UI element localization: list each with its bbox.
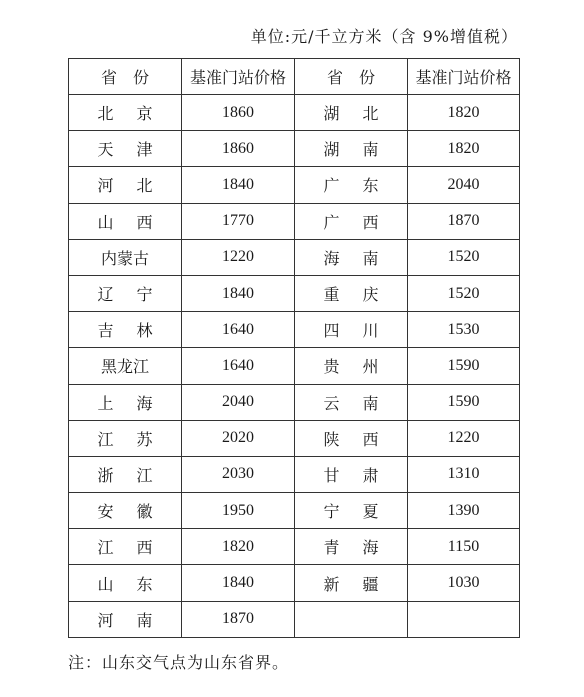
province-cell: 四 川 xyxy=(295,312,408,348)
province-cell: 山 西 xyxy=(69,203,182,239)
table-row xyxy=(69,384,520,420)
table-row xyxy=(69,348,520,384)
price-cell: 1390 xyxy=(408,493,520,529)
table-row xyxy=(69,456,520,492)
province-cell: 黑龙江 xyxy=(69,348,182,384)
price-table xyxy=(68,58,520,638)
price-cell xyxy=(408,601,520,637)
table-row xyxy=(69,601,520,637)
province-cell: 天 津 xyxy=(69,131,182,167)
price-cell: 1220 xyxy=(408,420,520,456)
province-cell: 浙 江 xyxy=(69,456,182,492)
price-cell: 1820 xyxy=(408,95,520,131)
price-cell: 1640 xyxy=(182,312,295,348)
header-province-1: 省 份 xyxy=(69,59,182,95)
price-cell: 2040 xyxy=(408,167,520,203)
table-row xyxy=(69,95,520,131)
price-cell: 1310 xyxy=(408,456,520,492)
price-cell: 1030 xyxy=(408,565,520,601)
table-row xyxy=(69,167,520,203)
province-cell: 吉 林 xyxy=(69,312,182,348)
price-cell: 1220 xyxy=(182,239,295,275)
province-cell: 宁 夏 xyxy=(295,493,408,529)
province-cell: 辽 宁 xyxy=(69,275,182,311)
table-header-row xyxy=(69,59,520,95)
table-row xyxy=(69,312,520,348)
price-cell: 1150 xyxy=(408,529,520,565)
header-province-2: 省 份 xyxy=(295,59,408,95)
price-cell: 1820 xyxy=(408,131,520,167)
price-cell: 1840 xyxy=(182,275,295,311)
table-row xyxy=(69,565,520,601)
price-cell: 1590 xyxy=(408,348,520,384)
price-cell: 1770 xyxy=(182,203,295,239)
table-row xyxy=(69,203,520,239)
province-cell: 湖 南 xyxy=(295,131,408,167)
header-price-1: 基准门站价格 xyxy=(182,59,295,95)
price-cell: 1590 xyxy=(408,384,520,420)
province-cell: 江 西 xyxy=(69,529,182,565)
province-cell: 北 京 xyxy=(69,95,182,131)
table-row xyxy=(69,131,520,167)
province-cell: 陕 西 xyxy=(295,420,408,456)
table-row xyxy=(69,529,520,565)
province-cell: 山 东 xyxy=(69,565,182,601)
price-cell: 1840 xyxy=(182,167,295,203)
province-cell: 青 海 xyxy=(295,529,408,565)
price-cell: 1860 xyxy=(182,131,295,167)
province-cell: 江 苏 xyxy=(69,420,182,456)
province-cell: 海 南 xyxy=(295,239,408,275)
price-cell: 1860 xyxy=(182,95,295,131)
province-cell: 河 北 xyxy=(69,167,182,203)
province-cell: 重 庆 xyxy=(295,275,408,311)
province-cell: 内蒙古 xyxy=(69,239,182,275)
table-row xyxy=(69,239,520,275)
price-cell: 1870 xyxy=(408,203,520,239)
footnote: 注：山东交气点为山东省界。 xyxy=(68,653,290,672)
province-cell: 河 南 xyxy=(69,601,182,637)
province-cell: 广 东 xyxy=(295,167,408,203)
price-cell: 1640 xyxy=(182,348,295,384)
province-cell: 上 海 xyxy=(69,384,182,420)
price-cell: 1520 xyxy=(408,275,520,311)
price-cell: 1520 xyxy=(408,239,520,275)
price-cell: 1840 xyxy=(182,565,295,601)
province-cell: 安 徽 xyxy=(69,493,182,529)
price-cell: 1950 xyxy=(182,493,295,529)
price-cell: 1870 xyxy=(182,601,295,637)
unit-note: 单位:元/千立方米（含 9%增值税） xyxy=(250,27,518,46)
price-cell: 1530 xyxy=(408,312,520,348)
price-cell: 1820 xyxy=(182,529,295,565)
province-cell: 湖 北 xyxy=(295,95,408,131)
table-row xyxy=(69,493,520,529)
province-cell: 新 疆 xyxy=(295,565,408,601)
province-cell xyxy=(295,601,408,637)
table-row xyxy=(69,420,520,456)
province-cell: 贵 州 xyxy=(295,348,408,384)
header-price-2: 基准门站价格 xyxy=(408,59,520,95)
price-cell: 2040 xyxy=(182,384,295,420)
table-row xyxy=(69,275,520,311)
price-cell: 2030 xyxy=(182,456,295,492)
province-cell: 甘 肃 xyxy=(295,456,408,492)
province-cell: 云 南 xyxy=(295,384,408,420)
price-cell: 2020 xyxy=(182,420,295,456)
province-cell: 广 西 xyxy=(295,203,408,239)
